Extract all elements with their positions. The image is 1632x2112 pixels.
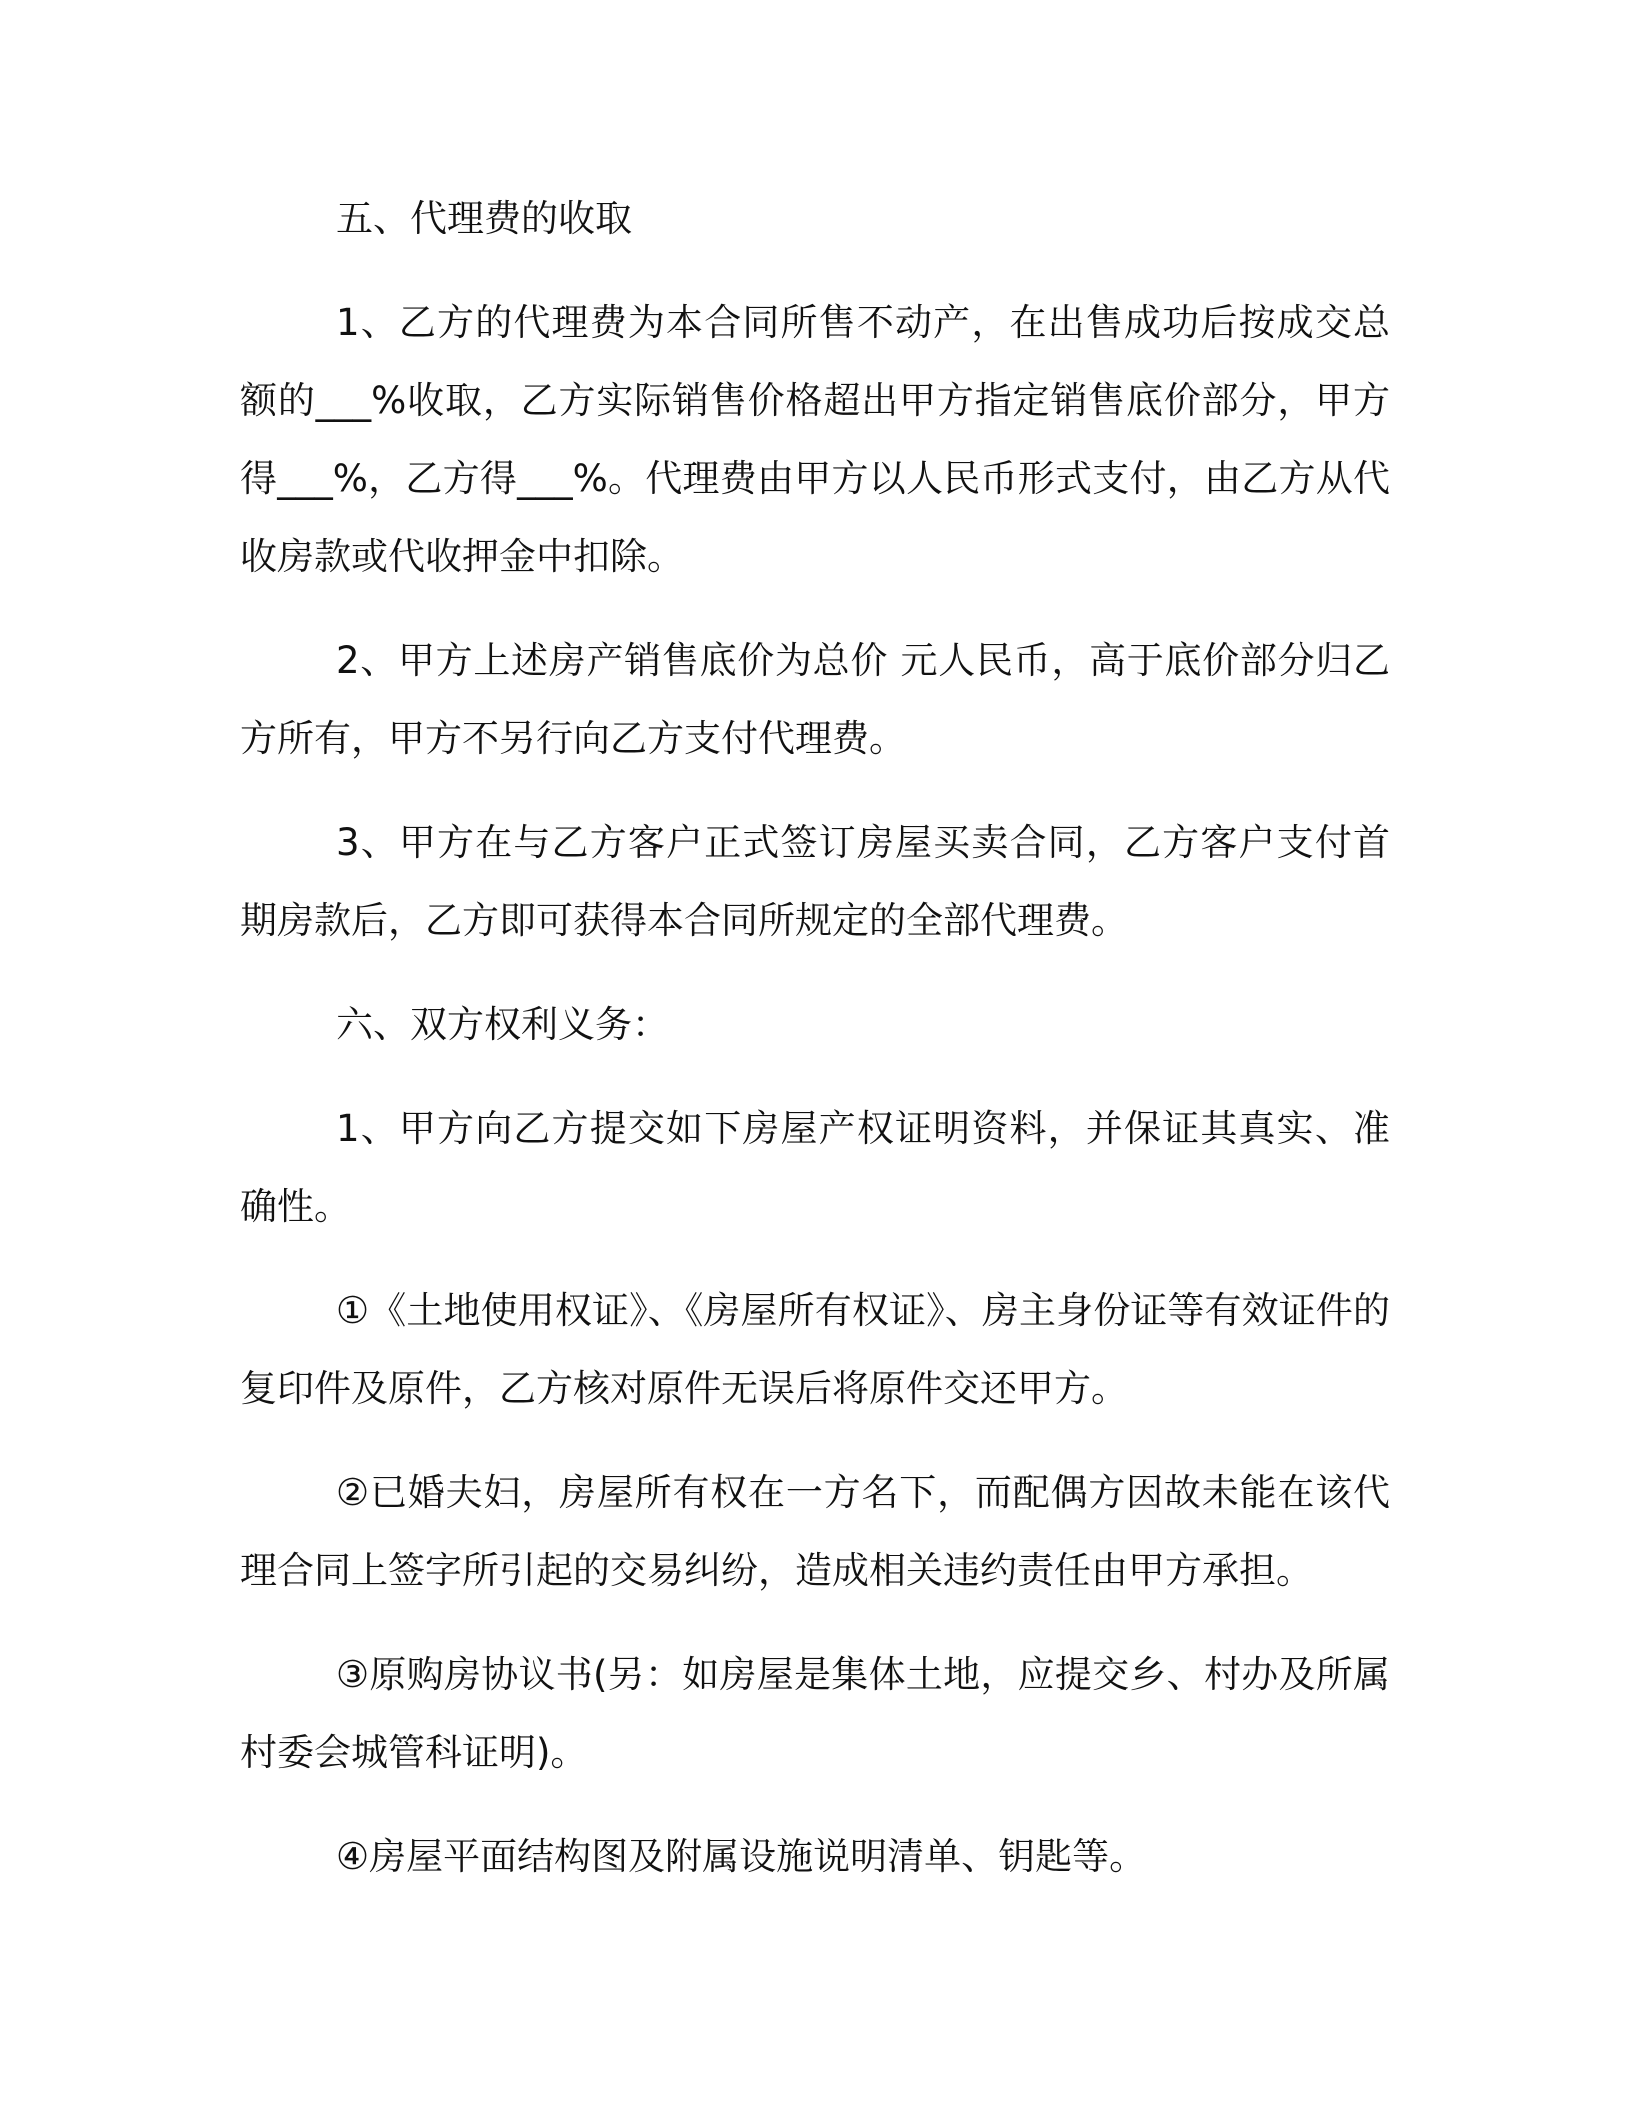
- paragraph-ownership-documents: 1、甲方向乙方提交如下房屋产权证明资料，并保证其真实、准确性。: [240, 1107, 1390, 1228]
- paragraph-fee-entitlement: 3、甲方在与乙方客户正式签订房屋买卖合同，乙方客户支付首期房款后，乙方即可获得本合同所规定的全部代理费。: [240, 821, 1390, 942]
- section-heading-rights-obligations: 六、双方权利义务：: [336, 1003, 669, 1046]
- list-item-married-couple: ②已婚夫妇，房屋所有权在一方名下，而配偶方因故未能在该代理合同上签字所引起的交易纠纷，造成相关违约责任由甲方承担。: [240, 1471, 1390, 1592]
- document-body: [240, 180, 1390, 1922]
- section-heading-fee-collection: 五、代理费的收取: [336, 197, 632, 240]
- list-item-certificates: ①《土地使用权证》、《房屋所有权证》、房主身份证等有效证件的复印件及原件，乙方核对原件无误后将原件交还甲方。: [240, 1289, 1390, 1410]
- paragraph-fee-rate: 1、乙方的代理费为本合同所售不动产，在出售成功后按成交总额的___%收取，乙方实际销售价格超出甲方指定销售底价部分，甲方得___%，乙方得___%。代理费由甲方以人民币形式支付，由乙方从代收房款或代收押金中扣除。: [240, 301, 1390, 578]
- paragraph-base-price: 2、甲方上述房产销售底价为总价 元人民币，高于底价部分归乙方所有，甲方不另行向乙方支付代理费。: [240, 639, 1390, 760]
- list-item-floor-plan: ④房屋平面结构图及附属设施说明清单、钥匙等。: [336, 1835, 1147, 1878]
- list-item-purchase-agreement: ③原购房协议书(另：如房屋是集体土地，应提交乡、村办及所属村委会城管科证明)。: [240, 1653, 1390, 1774]
